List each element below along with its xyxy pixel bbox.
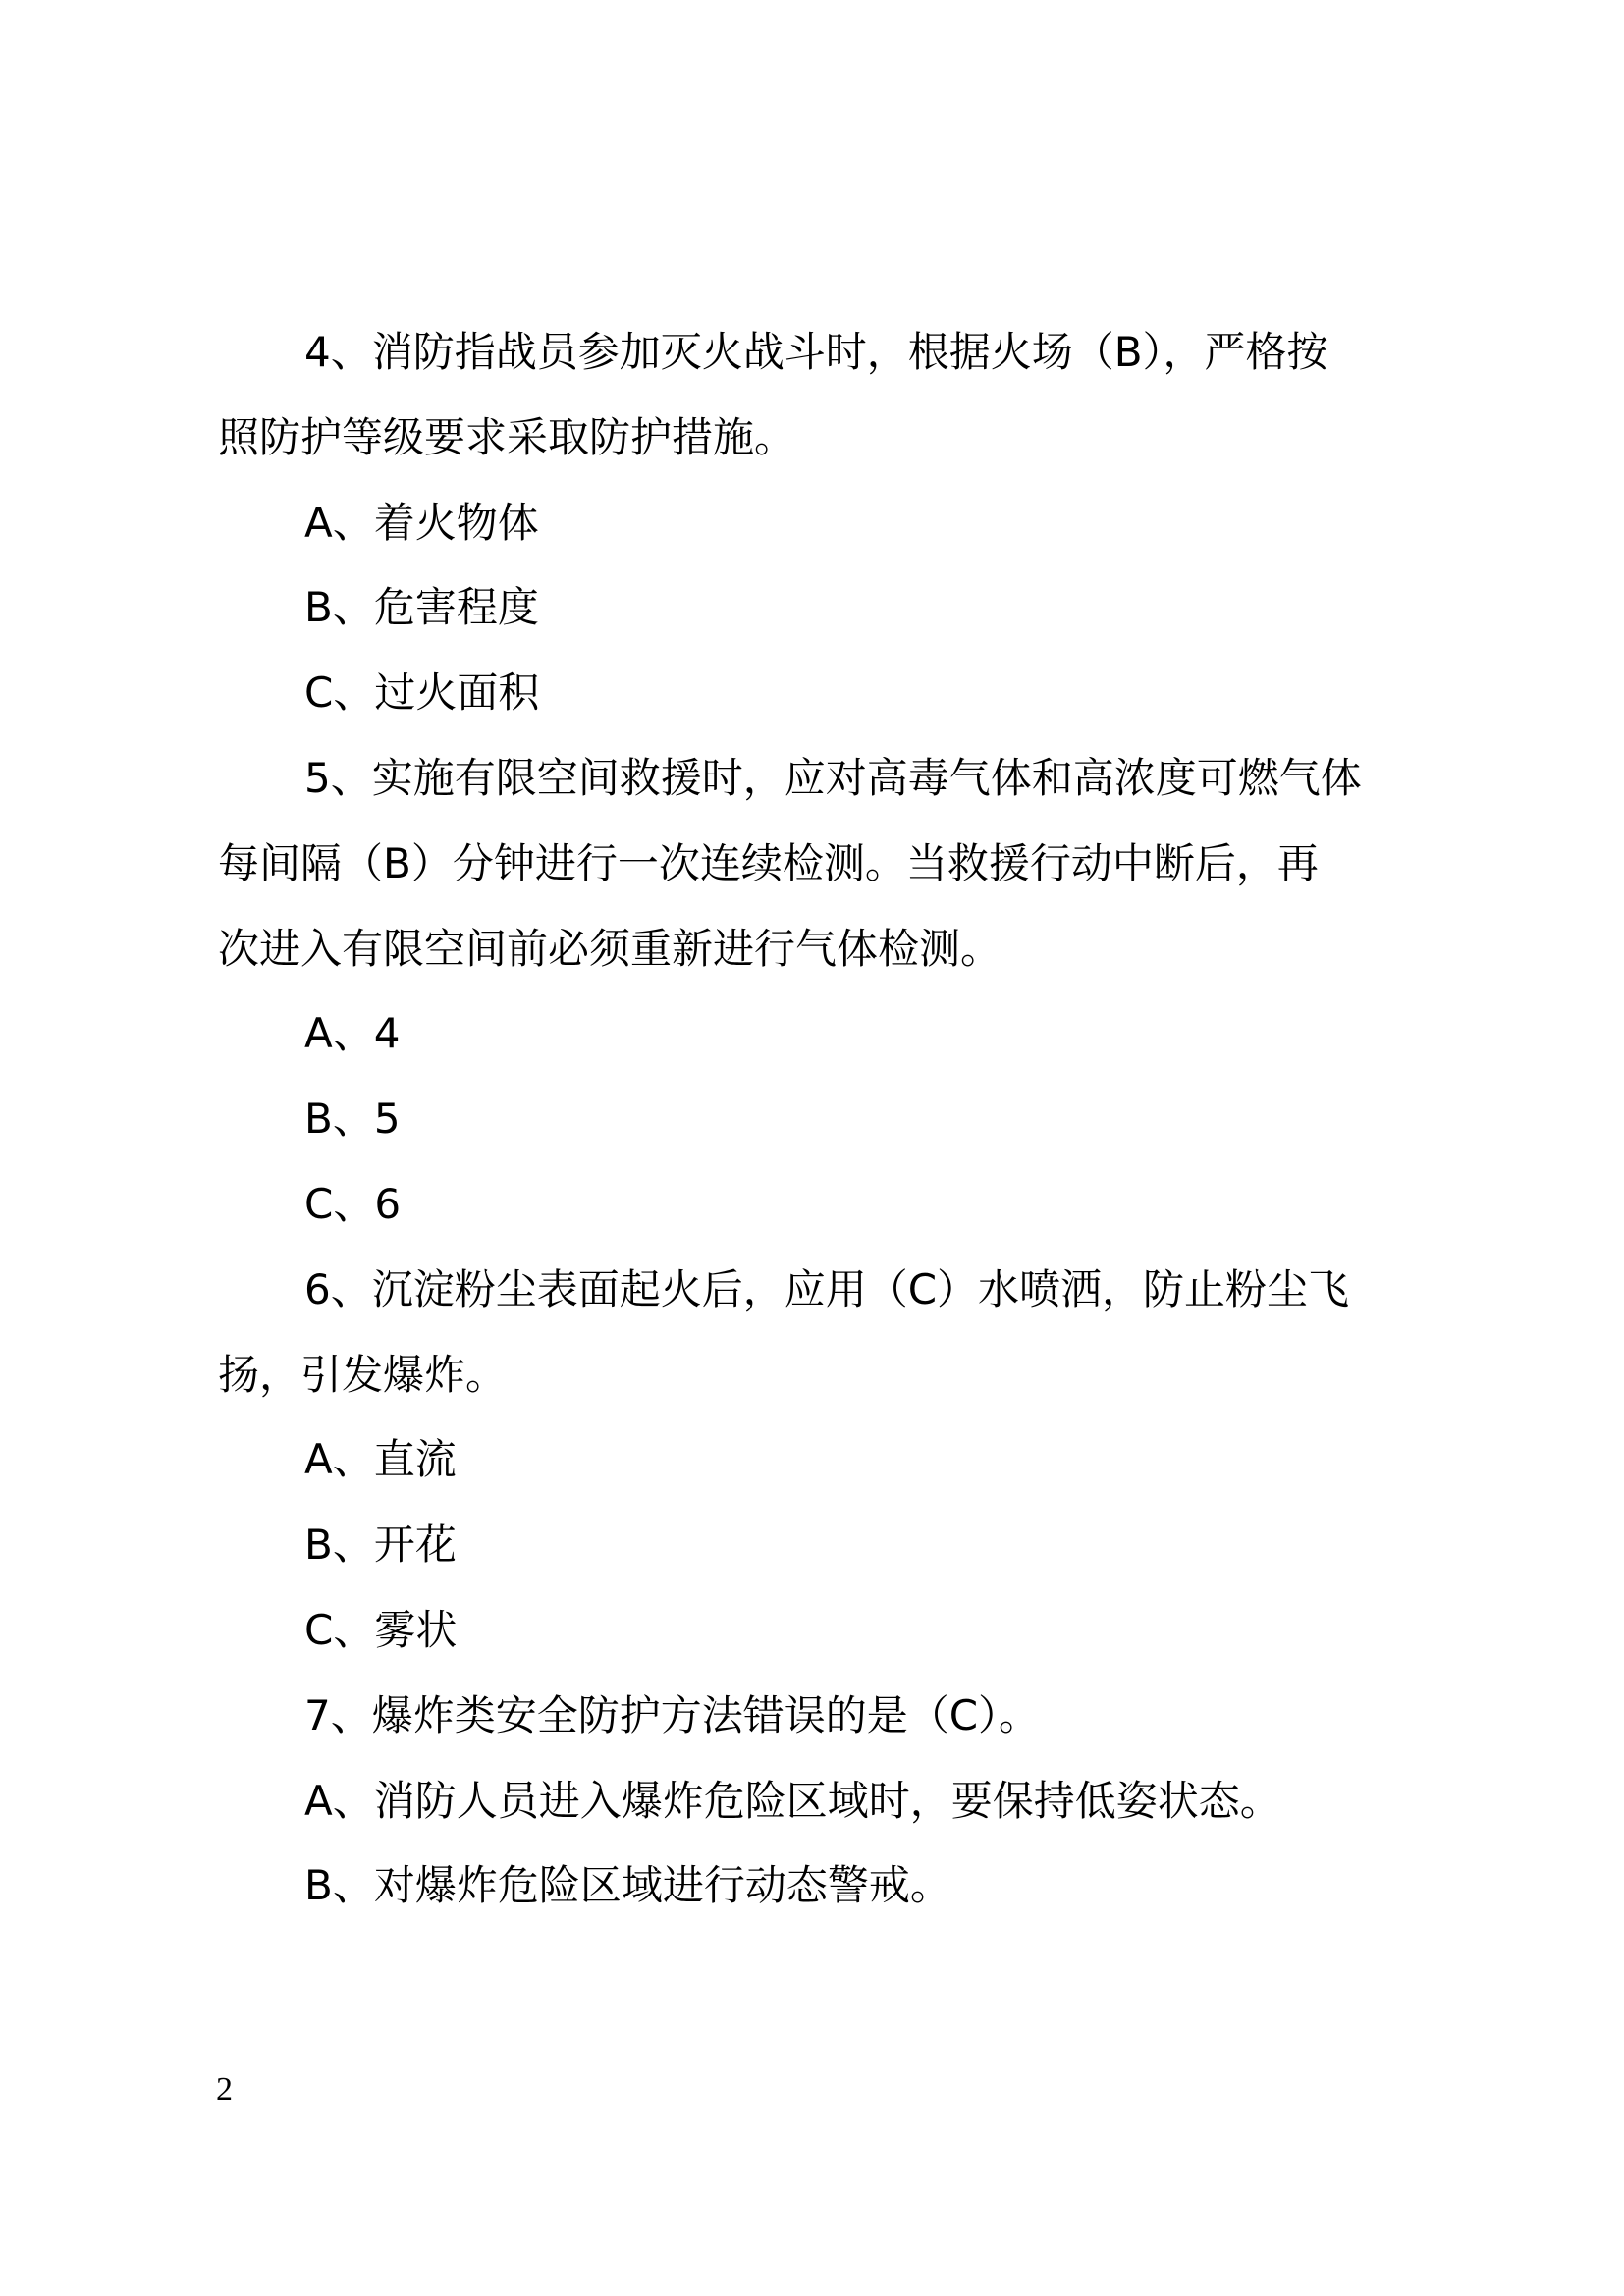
option-c: C、雾状 [304,1605,458,1654]
question-4 [218,310,1428,736]
question-7 [218,1674,1428,1929]
page-number: 2 [216,2071,233,2108]
option-b: B、对爆炸危险区域进行动态警戒。 [304,1861,951,1910]
option-c: C、6 [304,1179,402,1228]
option-a: A、着火物体 [304,498,539,547]
question-text-line: 4、消防指战员参加灭火战斗时，根据火场（B），严格按 [304,328,1328,376]
option-b: B、开花 [304,1521,457,1570]
option-a: A、直流 [304,1435,457,1484]
question-6 [218,1248,1428,1674]
question-text-line: 6、沉淀粉尘表面起火后，应用（C）水喷洒，防止粉尘飞 [304,1264,1350,1313]
option-b: B、5 [304,1095,401,1144]
question-text-line: 7、爆炸类安全防护方法错误的是（C）。 [304,1690,1041,1739]
question-text-line: 5、实施有限空间救援时，应对高毒气体和高浓度可燃气体 [304,753,1362,802]
question-text-line: 次进入有限空间前必须重新进行气体检测。 [218,924,1002,973]
question-text-line: 照防护等级要求采取防护措施。 [218,412,796,461]
option-c: C、过火面积 [304,668,540,718]
option-a: A、消防人员进入爆炸危险区域时，要保持低姿状态。 [304,1776,1281,1825]
question-text-line: 扬，引发爆炸。 [218,1350,508,1399]
page-content [218,310,1428,1929]
question-5 [218,736,1428,1248]
option-b: B、危害程度 [304,583,539,632]
question-text-line: 每间隔（B）分钟进行一次连续检测。当救援行动中断后，再 [218,838,1319,887]
option-a: A、4 [304,1009,401,1058]
